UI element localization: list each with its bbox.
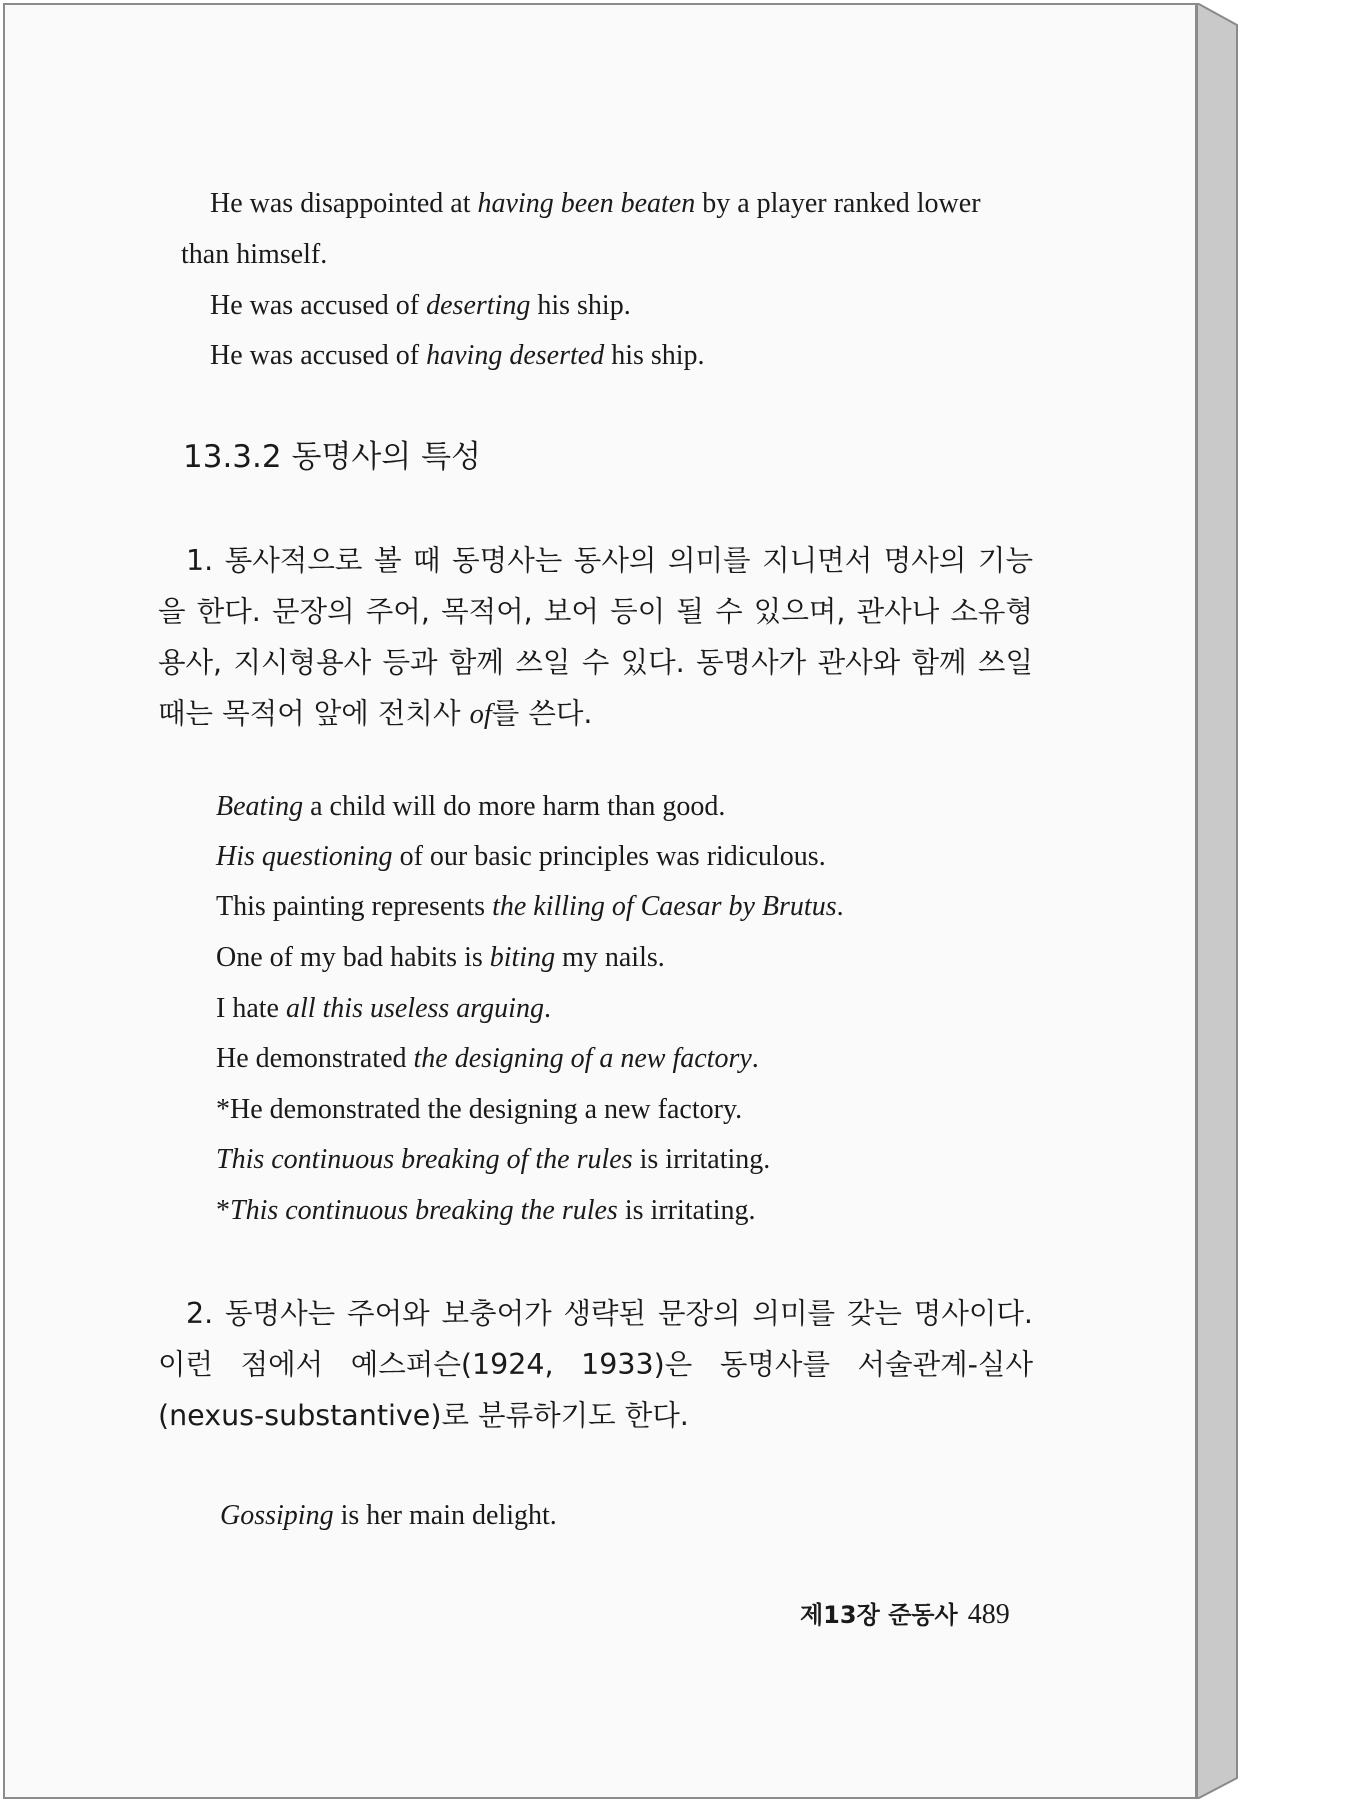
text-italic: His questioning (216, 841, 393, 872)
text-plain: is her main delight. (333, 1500, 557, 1531)
text-plain: He was disappointed at (210, 188, 478, 219)
text-plain: by a player ranked lower (695, 188, 981, 219)
text-italic: having been beaten (477, 188, 696, 219)
section-heading: 13.3.2 동명사의 특성 (183, 439, 481, 475)
example-mid-7 (216, 1093, 742, 1127)
example-mid-2 (216, 840, 826, 874)
text-plain: * (216, 1195, 230, 1226)
example-mid-8 (216, 1143, 770, 1177)
text-italic: This continuous breaking the rules (230, 1195, 618, 1226)
text-plain: of our basic principles was ridiculous. (392, 841, 826, 872)
paragraph-italic: of (469, 699, 492, 730)
text-plain: He was accused of (210, 340, 427, 371)
text-plain: a child will do more harm than good. (303, 791, 726, 822)
paragraph-text: 1. 통사적으로 볼 때 동명사는 동사의 의미를 지니면서 명사의 기능을 한다. 문장의 주어, 목적어, 보어 등이 될 수 있으며, 관사나 소유형용사, 지시형용사 등과 함께 쓰일 수 있다. 동명사가 관사와 함께 쓰일 때는 목적어 앞에 전치사 (158, 544, 1033, 730)
paragraph-2 (158, 1288, 1033, 1441)
paragraph-text: 2. 동명사는 주어와 보충어가 생략된 문장의 의미를 갖는 명사이다. 이런 점에서 예스퍼슨(1924, 1933)은 동명사를 서술관계-실사(nexus-substantive)로 분류하기도 한다. (158, 1297, 1033, 1432)
text-italic: the killing of Caesar by Brutus (492, 891, 837, 922)
text-italic: all this useless arguing (285, 993, 544, 1024)
text-plain: *He demonstrated the designing a new factory. (216, 1094, 743, 1125)
paragraph-text: 를 쓴다. (491, 697, 593, 730)
text-italic: This continuous breaking of the rules (216, 1144, 633, 1175)
page-footer (800, 1599, 1010, 1631)
text-plain: my nails. (555, 942, 665, 973)
example-bottom (220, 1499, 557, 1533)
text-plain: . (751, 1043, 759, 1074)
text-plain: I hate (216, 993, 286, 1024)
example-mid-6 (216, 1042, 759, 1076)
text-plain: his ship. (530, 290, 631, 321)
text-plain: . (836, 891, 844, 922)
example-mid-9 (216, 1194, 756, 1228)
example-mid-3 (216, 890, 844, 924)
example-line-4 (210, 339, 705, 373)
example-mid-4 (216, 941, 665, 975)
text-italic: the designing of a new factory (413, 1043, 752, 1074)
text-italic: deserting (426, 290, 531, 321)
text-italic: Beating (216, 791, 304, 822)
text-plain: One of my bad habits is (216, 942, 490, 973)
text-plain: He demonstrated (216, 1043, 414, 1074)
text-italic: having deserted (426, 340, 605, 371)
text-italic: Gossiping (220, 1500, 334, 1531)
example-line-2 (181, 238, 327, 272)
example-line-1 (210, 187, 981, 221)
text-plain: is irritating. (632, 1144, 771, 1175)
example-line-3 (210, 289, 631, 323)
paragraph-1 (158, 535, 1033, 740)
chapter-label: 제13장 준동사 (800, 1601, 958, 1629)
text-plain: . (543, 993, 551, 1024)
text-plain: his ship. (604, 340, 705, 371)
page-edge-shadow (1197, 3, 1242, 1799)
example-mid-5 (216, 992, 551, 1026)
text-plain: This painting represents (216, 891, 493, 922)
text-plain: is irritating. (617, 1195, 756, 1226)
text-plain: He was accused of (210, 290, 427, 321)
example-mid-1 (216, 790, 725, 824)
page-number: 489 (967, 1599, 1010, 1630)
text-italic: biting (489, 942, 556, 973)
text-plain: than himself. (181, 239, 328, 270)
